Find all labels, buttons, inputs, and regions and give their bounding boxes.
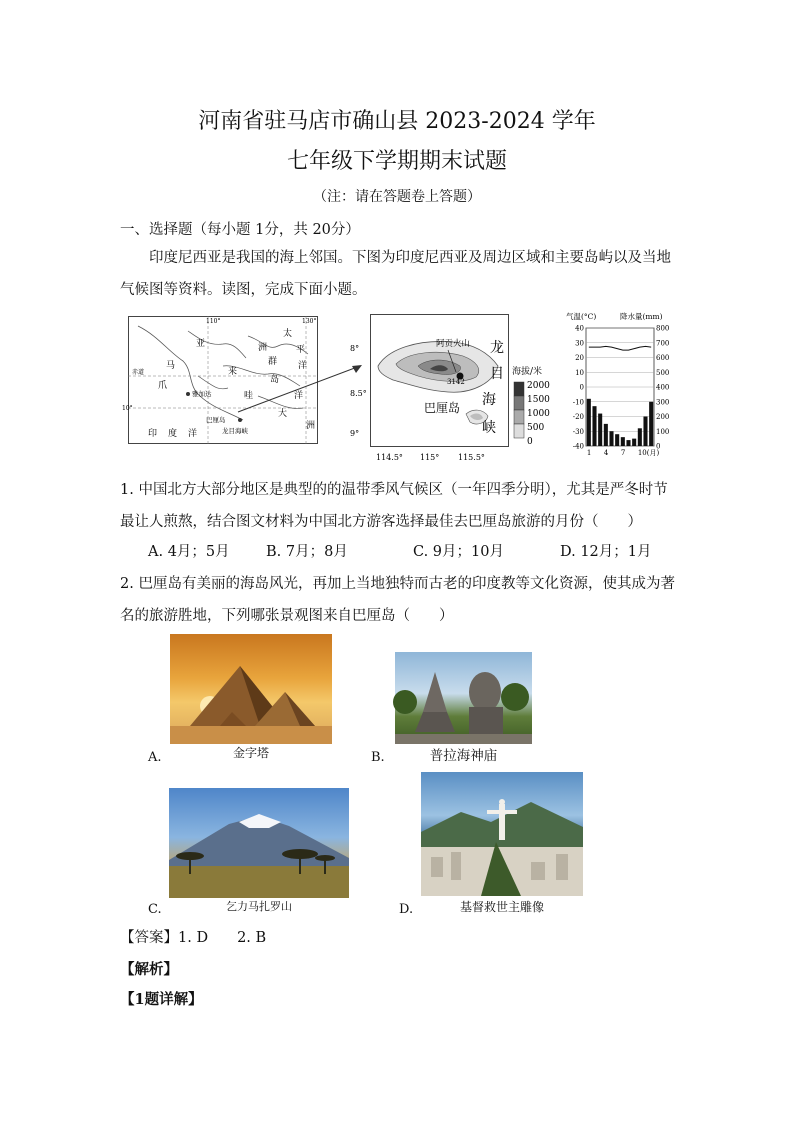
map-label-equator: 赤道 [132,369,145,376]
precip-tick-label: 300 [656,398,670,407]
map-label-tai: 太 [283,329,293,339]
precip-bar [615,434,619,446]
precip-tick-label: 700 [656,339,670,348]
map-label-yang1: 洋 [298,361,308,371]
detail-heading: 【1题详解】 [120,991,203,1008]
lat-9-label: 9° [350,429,360,438]
map-label-jakarta: 雅加达 [192,390,212,398]
precip-tick-label: 0 [656,442,661,451]
christ-redeemer-photo[interactable] [421,772,583,896]
lon-110-label: 110° [206,318,221,325]
climate-chart [564,310,676,456]
precip-tick-label: 100 [656,427,670,436]
temp-tick-label: -20 [572,413,584,421]
analysis-heading: 【解析】 [120,961,178,978]
legend-title: 海拔/米 [512,367,543,377]
precip-tick-label: 200 [656,413,670,421]
bali-inset-map [348,314,553,464]
precip-bar [587,399,591,446]
precip-axis-label: 降水量(mm) [620,312,663,321]
section-heading: 一、选择题（每小题 1分，共 20分） [120,222,360,238]
precip-bar [638,428,642,446]
precip-bar [643,417,647,447]
precip-bar [592,406,596,446]
precip-tick-label: 800 [656,324,670,333]
temp-tick-label: 40 [575,324,584,333]
answer-note: （注：请在答题卷上答题） [313,189,481,205]
map-label-yang2: 洋 [188,429,198,439]
kilimanjaro-caption: 乞力马扎罗山 [226,900,292,913]
precip-bar [598,414,602,446]
map-label-da: 大 [278,409,288,419]
legend-0: 0 [527,437,533,447]
legend-500: 500 [527,423,545,433]
legend-1000: 1000 [527,409,550,419]
map-label-bali: 巴厘岛 [206,416,226,424]
q2-option-a-letter[interactable]: A. [148,750,162,765]
temple-illustration [395,652,532,744]
christ-redeemer-illustration [421,772,583,896]
temp-tick-label: 30 [575,339,584,348]
map-label-lombok-strait: 龙目海峡 [222,427,248,435]
q1-option-a[interactable]: A. 4月；5月 [148,544,230,560]
temperature-line [589,346,651,350]
map-label-lai: 来 [228,367,238,377]
temp-tick-label: 0 [579,383,584,392]
precip-tick-label: 500 [656,368,670,377]
precip-bar [621,437,625,446]
legend-2000: 2000 [527,381,550,391]
lat-8-label: 8° [350,344,360,353]
temple-photo[interactable] [395,652,532,744]
christ-redeemer-caption: 基督救世主雕像 [459,900,544,914]
lon-1145-label: 114.5° [376,453,403,462]
strait-char-1: 龙 [490,340,504,356]
question-2-text: 2. 巴厘岛有美丽的海岛风光，再加上当地独特而古老的印度教等文化资源，使其成为著名的旅游胜地，下列哪张景观图来自巴厘岛（ ） [120,576,675,624]
pyramid-caption: 金字塔 [232,746,269,760]
lon-130-label: 130° [302,318,317,325]
q1-option-c[interactable]: C. 9月；10月 [413,544,504,560]
temp-axis-label: 气温(°C) [566,312,597,321]
document-title: 河南省驻马店市确山县 2023-2024 学年 [198,109,596,134]
strait-char-3: 海 [482,392,496,408]
q2-option-d-letter[interactable]: D. [399,902,414,917]
q1-option-d[interactable]: D. 12月；1月 [560,544,652,560]
map-label-wa: 哇 [244,391,254,401]
peak-elevation: 3142 [447,378,465,386]
temp-tick-label: -30 [572,427,584,436]
q2-option-b-letter[interactable]: B. [371,750,385,765]
map-label-du: 度 [168,429,178,439]
month-tick-label: 7 [620,449,626,457]
precip-bar [609,431,613,446]
document-subtitle: 七年级下学期期末试题 [286,149,507,174]
legend-1500: 1500 [527,395,550,405]
precip-bar [632,439,636,446]
map-label-zhua: 爪 [158,381,168,391]
map-label-ya: 亚 [196,339,206,349]
q2-option-c-letter[interactable]: C. [148,902,162,917]
map-label-ma: 马 [166,361,176,371]
temp-tick-label: 20 [575,354,584,362]
answer-line: 【答案】1. D 2. B [120,930,267,946]
strait-char-2: 目 [490,366,504,382]
month-tick-label: 10(月) [637,449,660,457]
temp-tick-label: 10 [575,368,584,377]
lat-10-label: 10° [122,405,133,412]
strait-char-4: 峡 [482,420,496,436]
lon-115-label: 115° [420,453,440,462]
question-1-text: 1. 中国北方大部分地区是典型的的温带季风气候区（一年四季分明），尤其是严冬时节最让人煎熬，结合图文材料为中国北方游客选择最佳去巴厘岛旅游的月份（ ） [120,482,668,530]
pyramid-illustration [170,634,332,744]
precip-bar [604,424,608,446]
q1-option-b[interactable]: B. 7月；8月 [266,544,348,560]
month-tick-label: 1 [586,449,592,457]
map-label-yang3: 洋 [294,391,304,401]
month-tick-label: 4 [603,449,609,457]
volcano-label: 阿贡火山 [436,339,471,349]
lat-85-label: 8.5° [350,389,367,398]
pyramid-photo[interactable] [170,634,332,744]
temp-tick-label: -10 [572,398,584,407]
intro-paragraph: 印度尼西亚是我国的海上邻国。下图为印度尼西亚及周边区域和主要岛屿以及当地气候图等资料。读图，完成下面小题。 [120,250,671,298]
kilimanjaro-photo[interactable] [169,788,349,898]
map-label-yin: 印 [148,429,158,439]
kilimanjaro-illustration [169,788,349,898]
map-label-dao: 岛 [270,375,280,385]
precip-tick-label: 600 [656,354,670,362]
bali-island-label: 巴厘岛 [424,401,461,415]
precip-tick-label: 400 [656,383,670,392]
temple-caption: 普拉海神庙 [429,748,498,764]
lon-1155-label: 115.5° [458,453,485,462]
map-label-zhou: 洲 [258,343,268,353]
map-label-qun: 群 [268,357,278,367]
map-label-ping: 平 [296,345,306,355]
temp-tick-label: -40 [572,442,584,451]
map-label-zhou2: 洲 [306,421,316,431]
precip-bar [649,402,653,446]
precip-bar [626,440,630,446]
